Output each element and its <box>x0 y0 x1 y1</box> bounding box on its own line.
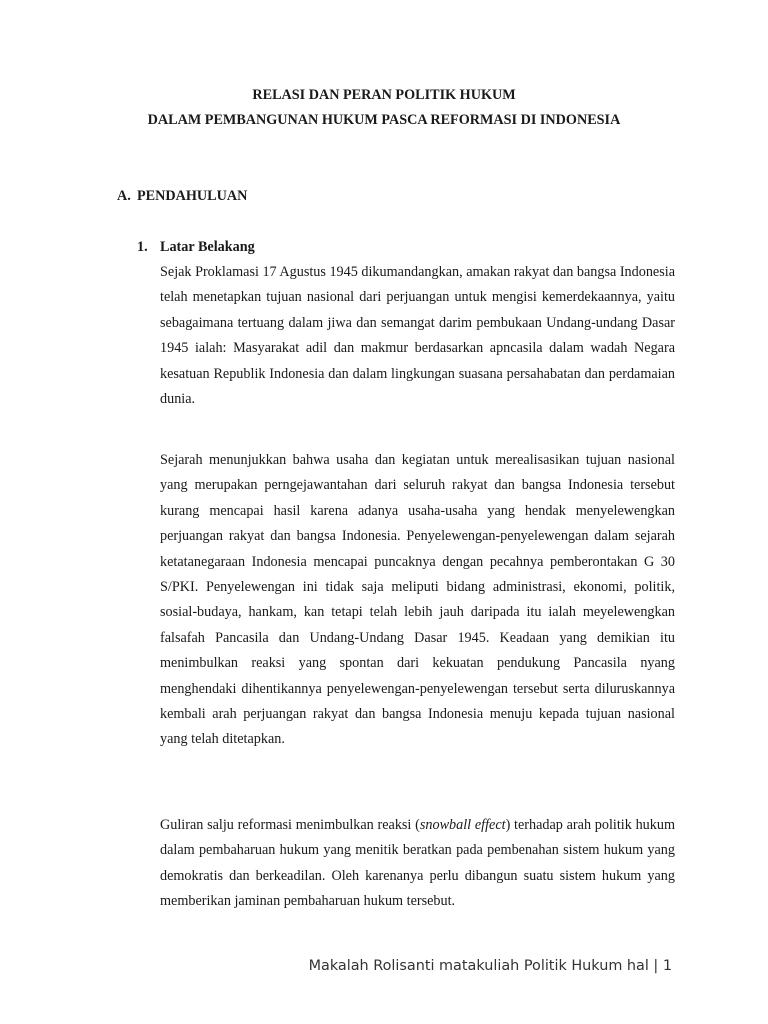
paragraph-3-text-before: Guliran salju reformasi menimbulkan reaksi ( <box>160 817 420 833</box>
section-number: A. <box>117 188 131 204</box>
subsection-title: Latar Belakang <box>160 239 255 255</box>
paragraph-3-emphasis: snowball effect <box>419 817 506 833</box>
paragraph-2: Sejarah menunjukkan bahwa usaha dan kegiatan untuk merealisasikan tujuan nasional yang merupakan perngejawantahan dari seluruh rakyat dan bangsa Indonesia tersebut kurang mencapai hasil karena adanya usaha-usaha yang hendak menyelewengkan perjuangan rakyat dan bangsa Indonesia. Penyelewengan-penyelewengan dalam sejarah ketatanegaraan Indonesia mencapai puncaknya dengan pecahnya pemberontakan G 30 S/PKI. Penyelewengan ini tidak saja meliputi bidang administrasi, ekonomi, politik, sosial-budaya, hankam, kan tetapi telah lebih jauh daripada itu ialah meyelewengkan falsafah Pancasila dan Undang-Undang Dasar 1945. Keadaan yang demikian itu menimbulkan reaksi yang spontan dari kekuatan pendukung Pancasila nyang menghendaki dihentikannya penyelewengan-penyelewengan tersebut serta diluruskannya kembali arah perjuangan rakyat dan bangsa Indonesia menuju kepada tujuan nasional yang telah ditetapkan. <box>160 452 675 748</box>
section-title: PENDAHULUAN <box>137 188 248 204</box>
document-title-line-1: RELASI DAN PERAN POLITIK HUKUM <box>252 87 516 103</box>
paragraph-3-text-after: ) terhadap arah politik hukum dalam pembaharuan hukum yang menitik beratkan pada pembenahan sistem hukum yang demokratis dan berkeadilan. Oleh karenanya perlu dibangun suatu sistem hukum yang memberikan jaminan pembaharuan hukum tersebut. <box>160 817 676 910</box>
paragraph-1: Sejak Proklamasi 17 Agustus 1945 dikumandangkan, amakan rakyat dan bangsa Indonesia telah menetapkan tujuan nasional dari perjuangan untuk mengisi kemerdekaannya, yaitu sebagaimana tertuang dalam jiwa dan semangat darim pembukaan Undang-undang Dasar 1945 ialah: Masyarakat adil dan makmur berdasarkan apncasila dalam wadah Negara kesatuan Republik Indonesia dan dalam lingkungan suasana persahabatan dan perdamaian dunia. <box>160 264 675 408</box>
page-footer: Makalah Rolisanti matakuliah Politik Hukum hal | 1 <box>308 958 672 974</box>
subsection-heading <box>137 239 255 256</box>
document-title-line-2: DALAM PEMBANGUNAN HUKUM PASCA REFORMASI DI INDONESIA <box>147 112 621 128</box>
subsection-number: 1. <box>137 239 148 255</box>
paragraph-3 <box>160 813 675 915</box>
section-heading <box>117 188 247 205</box>
